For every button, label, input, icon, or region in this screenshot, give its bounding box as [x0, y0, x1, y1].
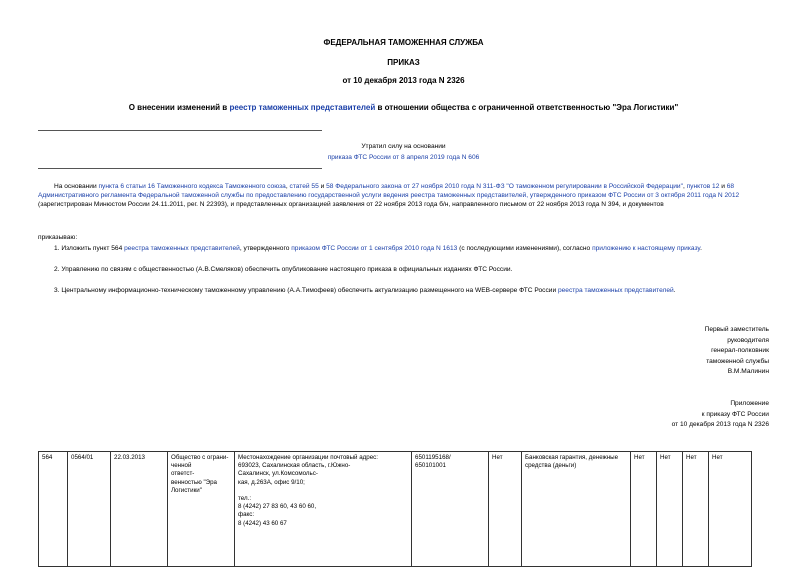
- doc-heading: [0, 103, 807, 112]
- item-text: , утвержденного: [239, 245, 292, 252]
- item-text: .: [673, 287, 676, 294]
- article-55-link[interactable]: статей 55: [289, 183, 319, 190]
- preamble-text: ,: [285, 183, 290, 190]
- cell-date: 22.03.2013: [111, 452, 168, 567]
- clause-12-link[interactable]: пунктов 12: [686, 183, 720, 190]
- status-line: Утратил силу на основании: [361, 143, 446, 150]
- signature-line: руководителя: [727, 336, 769, 344]
- preamble-text: На основании: [54, 183, 99, 190]
- preamble-text: и: [719, 183, 727, 190]
- preamble-text: и: [318, 183, 327, 190]
- item-text: .: [700, 245, 702, 252]
- preamble-text: (зарегистрирован Минюстом России 24.11.2011, рег. N 22393), и представленных организацией заявления от 22 ноября 2013 года б/н, направленного письмом от 22 ноября 2013 года N 394, и документов: [38, 201, 664, 208]
- registry-link[interactable]: реестра таможенных представителей: [557, 287, 674, 294]
- signature-line: Первый заместитель: [704, 326, 769, 333]
- separator-top: [38, 130, 322, 131]
- doc-date-number: от 10 декабря 2013 года N 2326: [342, 76, 465, 85]
- cell-organization: Общество с ограни- ченной ответст- венностью "Эра Логистики": [168, 452, 235, 567]
- federal-law-link[interactable]: 58 Федерального закона от 27 ноября 2010 года N 311-ФЗ "О таможенном регулировании в Российской Федерации": [326, 183, 683, 190]
- cell-inn-kpp: 6501195168/ 650101001: [412, 452, 489, 567]
- item-3: [54, 286, 774, 295]
- cell-flag: Нет: [657, 452, 683, 567]
- item-text: (с последующими изменениями), согласно: [457, 245, 593, 252]
- separator-bottom: [38, 168, 322, 169]
- cell-address: Местонахождение организации почтовый адрес: 693023, Сахалинская область, г.Южно- Сахалинск, ул.Комсомольс- кая, д.263А, офис 9/10; тел.: 8 (4242) 27 83 60, 43 60 60, факс: 8 (4242) 43 60 67: [235, 452, 412, 567]
- agency-title: ФЕДЕРАЛЬНАЯ ТАМОЖЕННАЯ СЛУЖБА: [323, 38, 484, 47]
- cell-flag: Нет: [489, 452, 522, 567]
- cell-number: 564: [39, 452, 68, 567]
- appendix-header: [672, 399, 769, 431]
- cell-flag: Нет: [709, 452, 752, 567]
- item-text: 1. Изложить пункт 564: [54, 245, 125, 252]
- preamble-text: ,: [682, 183, 687, 190]
- heading-post: в отношении общества с ограниченной ответственностью "Эра Логистики": [375, 103, 679, 112]
- appendix-line: Приложение: [730, 400, 769, 407]
- admin-regulation-link[interactable]: 68 Административного регламента Федеральной таможенной службы по предоставлению государственной услуги ведения реестра таможенных представителей, утвержденного приказом ФТС России от 3 октября 2011 года N 2012: [38, 183, 740, 199]
- registry-link[interactable]: реестра таможенных представителей: [124, 245, 240, 252]
- signature-line: таможенной службы: [706, 357, 769, 365]
- repeal-order-link[interactable]: приказа ФТС России от 8 апреля 2019 года N 606: [327, 154, 480, 161]
- registry-table: [38, 451, 752, 567]
- customs-code-link[interactable]: пункта 6 статьи 16 Таможенного кодекса Таможенного союза: [98, 183, 286, 190]
- item-1: [54, 244, 774, 253]
- item-text: 3. Центральному информационно-техническому таможенному управлению (А.А.Тимофеев) обеспечить актуализацию размещенного на WEB-сервере ФТС России: [54, 287, 558, 294]
- cell-guarantee: Банковская гарантия, денежные средства (деньги): [522, 452, 631, 567]
- cell-flag: Нет: [683, 452, 709, 567]
- signer-name: В.М.Малинин: [727, 368, 769, 375]
- preamble: [38, 182, 770, 209]
- registry-link[interactable]: реестр таможенных представителей: [229, 103, 376, 112]
- signature-line: генерал-полковник: [711, 347, 769, 354]
- doc-type: ПРИКАЗ: [387, 58, 420, 67]
- heading-pre: О внесении изменений в: [128, 103, 230, 112]
- order-1613-link[interactable]: приказом ФТС России от 1 сентября 2010 года N 1613: [291, 245, 458, 252]
- table-row: [39, 452, 752, 567]
- appendix-link[interactable]: приложению к настоящему приказу: [592, 245, 701, 252]
- item-2: 2. Управлению по связям с общественностью (А.В.Смеляков) обеспечить опубликование настоящего приказа в официальных изданиях ФТС России.: [54, 266, 513, 273]
- order-word: приказываю:: [38, 234, 78, 241]
- appendix-line: от 10 декабря 2013 года N 2326: [671, 421, 769, 428]
- cell-reg-number: 0564/01: [68, 452, 111, 567]
- cell-flag: Нет: [631, 452, 657, 567]
- appendix-line: к приказу ФТС России: [701, 410, 769, 418]
- signature-block: [705, 325, 769, 378]
